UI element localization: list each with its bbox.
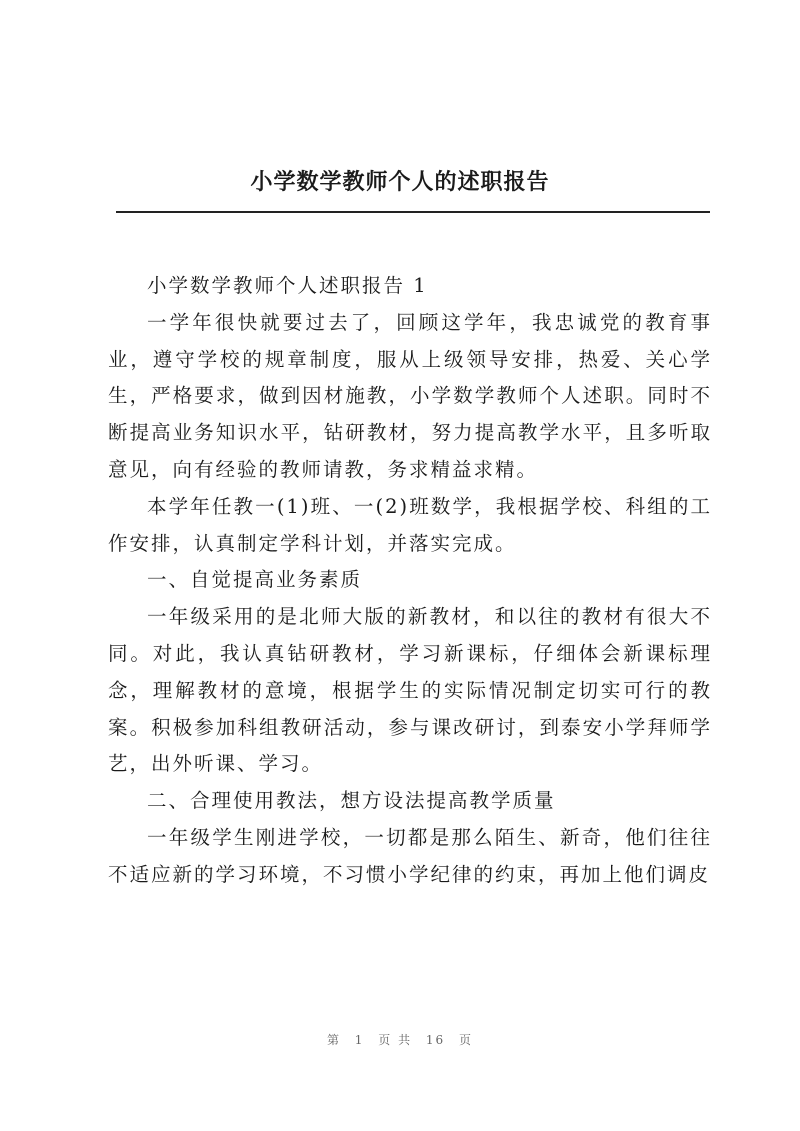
paragraph: 本学年任教一(1)班、一(2)班数学，我根据学校、科组的工作安排，认真制定学科计划，并落实完成。 — [108, 494, 712, 555]
footer-suffix: 页 — [459, 1033, 474, 1047]
paragraph: 一学年很快就要过去了，回顾这学年，我忠诚党的教育事业，遵守学校的规章制度，服从上级领导安排，热爱、关心学生，严格要求，做到因材施教，小学数学教师个人述职。同时不断提高业务知识水平，钻研教材，努力提高教学水平，且多听取意见，向有经验的教师请教，务求精益求精。 — [108, 310, 712, 481]
page-title: 小学数学教师个人的述职报告 — [250, 169, 550, 195]
paragraph: 一年级采用的是北师大版的新教材，和以往的教材有很大不同。对此，我认真钻研教材，学习新课标，仔细体会新课标理念，理解教材的意境，根据学生的实际情况制定切实可行的教案。积极参加科组教研活动，参与课改研讨，到泰安小学拜师学艺，出外听课、学习。 — [108, 605, 712, 776]
section-heading: 二、合理使用教法，想方设法提高教学质量 — [147, 789, 556, 813]
page-footer — [0, 1031, 800, 1048]
footer-page-number: 1 — [354, 1033, 365, 1047]
section-heading: 小学数学教师个人述职报告 1 — [147, 274, 428, 297]
footer-prefix: 第 — [326, 1033, 341, 1047]
section-heading: 一、自觉提高业务素质 — [147, 568, 363, 592]
document-body — [108, 268, 712, 894]
paragraph: 一年级学生刚进学校，一切都是那么陌生、新奇，他们往往不适应新的学习环境，不习惯小学纪律的约束，再加上他们调皮 — [108, 825, 712, 886]
footer-page-total: 16 — [425, 1033, 446, 1047]
title-underline — [116, 211, 710, 213]
footer-middle: 页 共 — [378, 1033, 413, 1047]
